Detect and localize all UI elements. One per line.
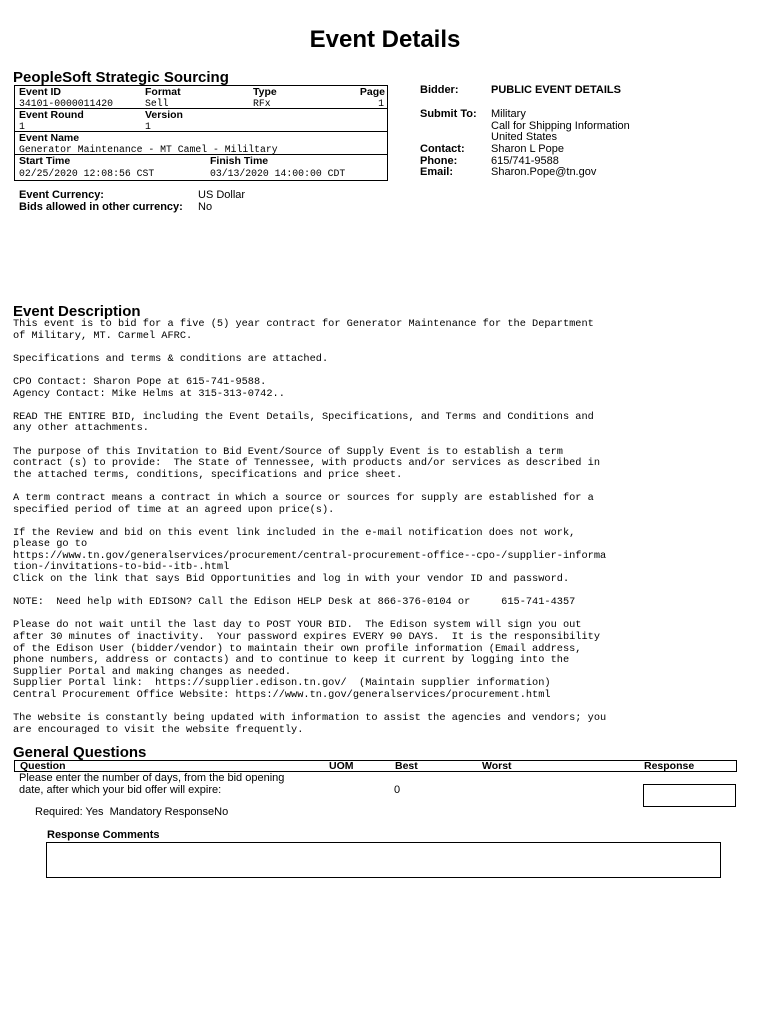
event-header-box	[14, 85, 388, 181]
event-id-label: Event ID	[19, 86, 62, 98]
event-description-heading: Event Description	[13, 303, 141, 320]
submit-to-line: Call for Shipping Information	[491, 119, 630, 132]
finish-time-label: Finish Time	[210, 155, 269, 167]
event-id-value: 34101-0000011420	[19, 98, 114, 109]
format-label: Format	[145, 86, 181, 98]
event-description-text: This event is to bid for a five (5) year contract for Generator Maintenance for the Department of Military, MT. Carmel AFRC. Specifications and terms & conditions are attached. CPO Contact: Sharon Pope at 615-741-9588. Agency Contact: Mike Helms at 315-313-0742.. READ THE ENTIRE BID, including the Event Details, Specifications, and Terms and Conditions and any other attachments. The purpose of this Invitation to Bid Event/Source of Supply Event is to establish a term contract (s) to provide: The State of Tennessee, with products and/or services as described in the attached terms, conditions, specifications and price sheet. A term contract means a contract in which a source or sources for supply are established for a specified period of time at an agreed upon price(s). If the Review and bid on this event link included in the e-mail notification does not work, please go to https://www.tn.gov/generalservices/procurement/central-procurement-office--cpo-/supplier-informa tion-/invitations-to-bid--itb-.html Click on the link that says Bid Opportunities and log in with your vendor ID and password. NOTE: Need help with EDISON? Call the Edison HELP Desk at 866-376-0104 or 615-741-4357 Please do not wait until the last day to POST YOUR BID. The Edison system will sign you out after 30 minutes of inactivity. Your password expires EVERY 90 DAYS. It is the responsibility of the Edison User (bidder/vendor) to maintain their own profile information (Email address, phone numbers, address or contacts) and to continue to keep it current by logging into the Supplier Portal and making changes as needed. Supplier Portal link: https://supplier.edison.tn.gov/ (Maintain supplier information) Central Procurement Office Website: https://www.tn.gov/generalservices/procurement.html The website is constantly being updated with information to assist the agencies and vendors; you are encouraged to visit the website frequently.	[13, 318, 607, 736]
phone-value: 615/741-9588	[491, 154, 559, 167]
column-header-response: Response	[644, 760, 695, 772]
column-header-question: Question	[20, 760, 66, 772]
column-header-best: Best	[395, 760, 418, 772]
type-value: RFx	[253, 98, 271, 109]
phone-label: Phone:	[420, 154, 458, 167]
response-comments-label: Response Comments	[47, 829, 160, 841]
event-name-label: Event Name	[19, 132, 80, 144]
required-info: Required: Yes Mandatory ResponseNo	[35, 806, 229, 818]
column-header-uom: UOM	[329, 760, 354, 772]
bidder-label: Bidder:	[420, 84, 459, 96]
event-currency-label: Event Currency:	[19, 189, 104, 201]
column-header-worst: Worst	[482, 760, 512, 772]
email-value: Sharon.Pope@tn.gov	[491, 166, 597, 178]
questions-table-header	[14, 760, 737, 772]
best-value: 0	[394, 783, 401, 796]
format-value: Sell	[145, 98, 169, 109]
event-round-value: 1	[19, 121, 25, 132]
question-text-line: Please enter the number of days, from the bid opening	[19, 772, 285, 784]
contact-label: Contact:	[420, 143, 465, 155]
event-currency-value: US Dollar	[198, 189, 246, 201]
response-input[interactable]	[643, 784, 736, 807]
page-label: Page	[359, 86, 385, 98]
submit-to-label: Submit To:	[420, 108, 477, 120]
finish-time-value: 03/13/2020 14:00:00 CDT	[210, 168, 346, 179]
page-title: Event Details	[309, 26, 461, 53]
event-round-label: Event Round	[19, 109, 84, 121]
version-label: Version	[145, 109, 183, 121]
version-value: 1	[145, 121, 151, 132]
page-value: 1	[378, 98, 384, 109]
page-subtitle: PeopleSoft Strategic Sourcing	[13, 69, 229, 86]
type-label: Type	[253, 86, 277, 98]
question-text-line: date, after which your bid offer will expire:	[19, 783, 222, 796]
contact-value: Sharon L Pope	[491, 143, 564, 155]
start-time-value: 02/25/2020 12:08:56 CST	[19, 168, 155, 179]
other-currency-label: Bids allowed in other currency:	[19, 201, 183, 213]
event-name-value: Generator Maintenance - MT Camel - Mililtary	[19, 144, 278, 155]
general-questions-heading: General Questions	[13, 744, 147, 761]
start-time-label: Start Time	[19, 155, 71, 167]
response-comments-input[interactable]	[46, 842, 721, 878]
submit-to-line: United States	[491, 131, 558, 143]
bidder-value: PUBLIC EVENT DETAILS	[491, 84, 621, 96]
other-currency-value: No	[198, 201, 213, 213]
submit-to-line: Military	[491, 108, 526, 120]
email-label: Email:	[420, 166, 454, 178]
